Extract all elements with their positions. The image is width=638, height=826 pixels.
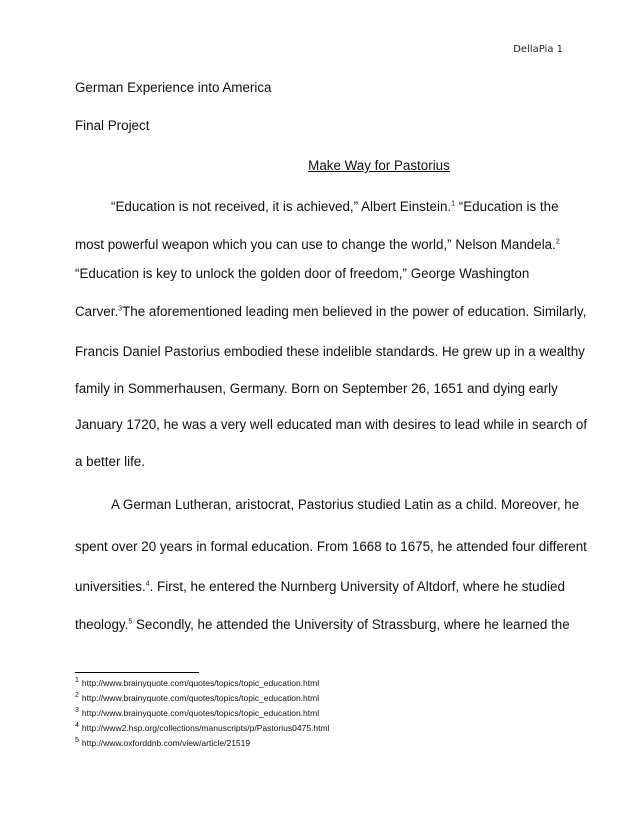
course-line: German Experience into America [75,80,272,95]
footnote-number: 3 [75,707,79,715]
body-line-5: Francis Daniel Pastorius embodied these indelible standards. He grew up in a wealthy [75,344,585,359]
footnote-ref[interactable]: 2 [555,238,560,246]
footnote-link[interactable]: http://www.brainyquote.com/quotes/topics/topic_education.html [81,678,320,688]
body-line-1 [111,199,559,214]
footnote-1 [75,678,319,688]
body-line-11 [75,579,565,594]
footnote-ref[interactable]: 4 [145,580,150,588]
footnote-number: 2 [75,692,79,700]
footnote-2 [75,693,319,703]
footnote-link[interactable]: http://www2.hsp.org/collections/manuscripts/p/Pastorius0475.html [81,723,330,733]
body-line-6: family in Sommerhausen, Germany. Born on September 26, 1651 and dying early [75,381,558,396]
body-line-9: A German Lutheran, aristocrat, Pastorius studied Latin as a child. Moreover, he [111,497,580,512]
text-segment: universities. [75,579,146,594]
body-line-2 [75,237,560,252]
running-header: DellaPia 1 [513,44,563,55]
footnote-number: 1 [75,677,79,685]
assignment-line: Final Project [75,118,150,133]
body-line-4 [75,304,586,319]
text-segment: Secondly, he attended the University of Strassburg, where he learned the [132,617,570,632]
footnote-link[interactable]: http://www.brainyquote.com/quotes/topics/topic_education.html [81,708,320,718]
footnote-link[interactable]: http://www.brainyquote.com/quotes/topics/topic_education.html [81,693,320,703]
text-segment: . First, he entered the Nurnberg University of Altdorf, where he studied [149,579,565,594]
footnote-number: 4 [75,722,79,730]
body-line-12 [75,617,570,632]
text-segment: The aforementioned leading men believed in the power of education. Similarly, [122,304,587,319]
footnote-3 [75,708,319,718]
footnote-ref[interactable]: 5 [128,618,133,626]
text-segment: Carver. [75,304,119,319]
text-segment: most powerful weapon which you can use to change the world,” Nelson Mandela. [75,237,556,252]
footnote-ref[interactable]: 1 [451,200,456,208]
body-line-3: “Education is key to unlock the golden door of freedom,” George Washington [75,266,530,281]
body-line-8: a better life. [75,454,145,469]
paper-title: Make Way for Pastorius [308,158,450,173]
body-line-7: January 1720, he was a very well educated man with desires to lead while in search of [75,417,588,432]
footnote-number: 5 [75,737,79,745]
footnote-link[interactable]: http://www.oxforddnb.com/view/article/21519 [81,738,251,748]
footnote-5 [75,738,250,748]
footnote-separator [75,672,199,673]
footnote-4 [75,723,329,733]
text-segment: “Education is the [455,199,559,214]
body-line-10: spent over 20 years in formal education. From 1668 to 1675, he attended four different [75,539,587,554]
text-segment: theology. [75,617,129,632]
footnote-ref[interactable]: 3 [118,305,123,313]
text-segment: “Education is not received, it is achieved,” Albert Einstein. [111,199,452,214]
